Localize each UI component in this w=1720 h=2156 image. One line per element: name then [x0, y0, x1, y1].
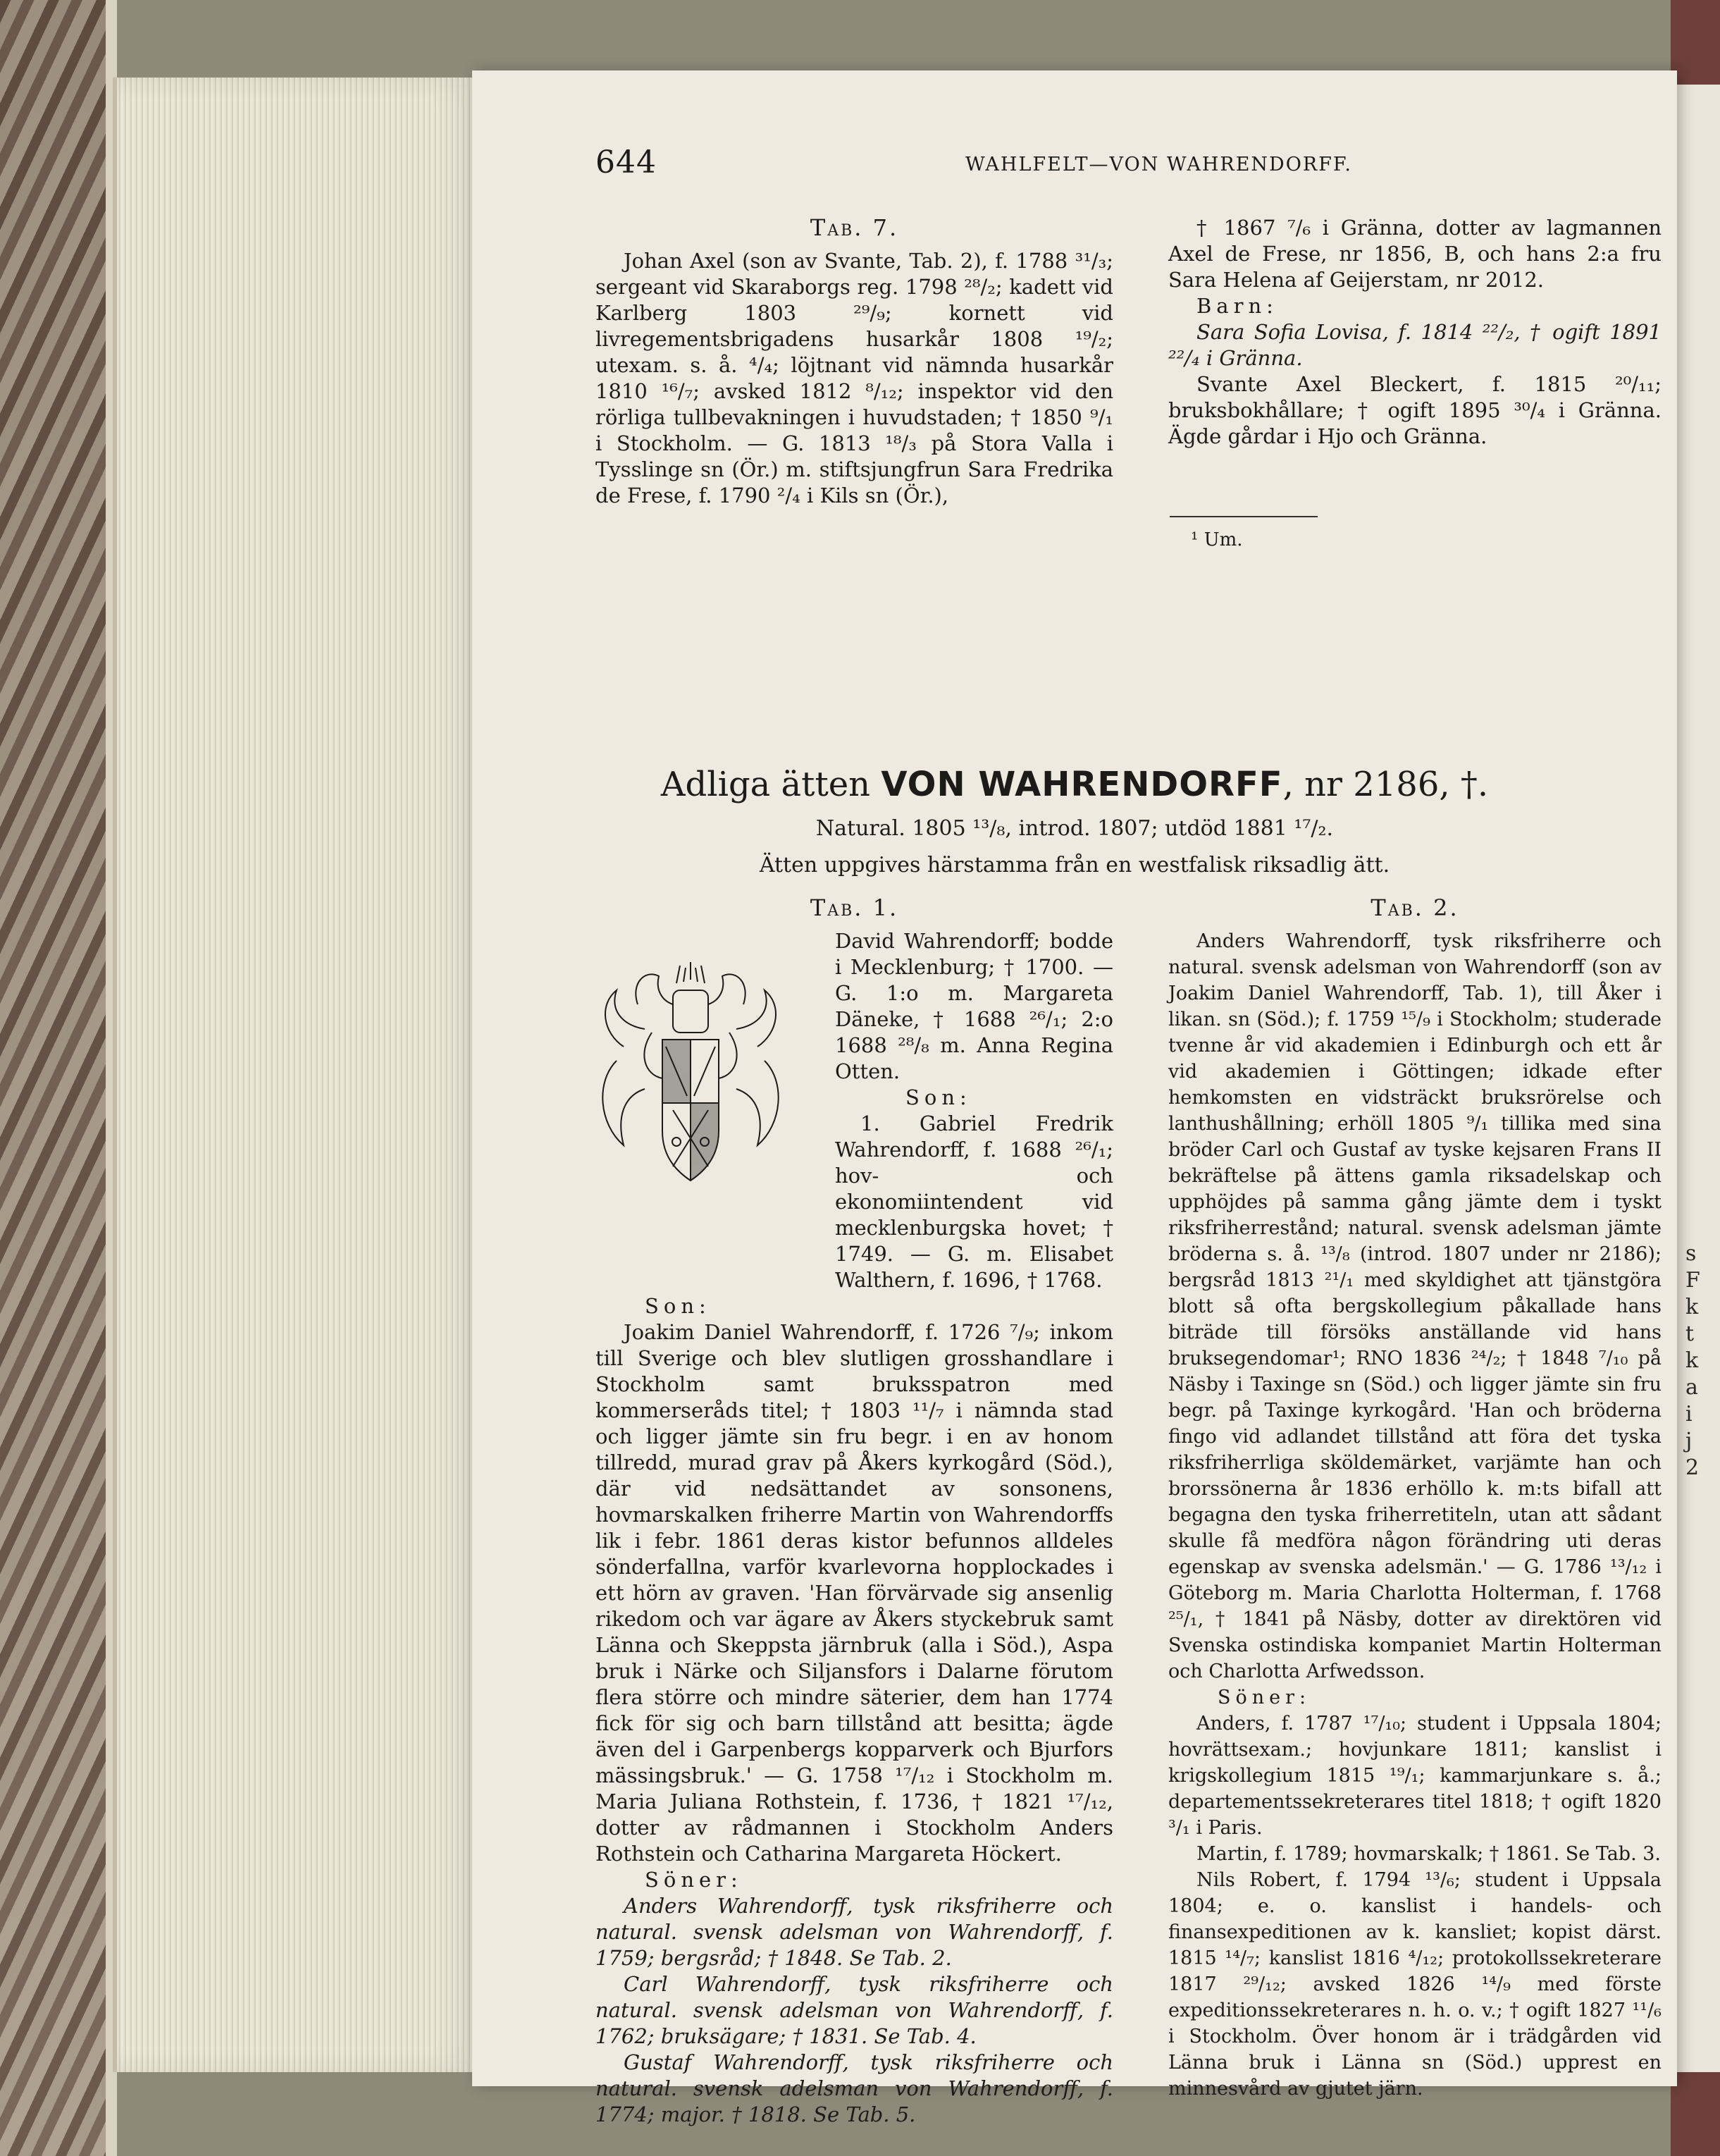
anders-son: Anders, f. 1787 ¹⁷/₁₀; student i Uppsala 1804; hovrättsexam.; hovjunkare 1811; kanslist i krigskollegium 1815 ¹⁹/₁; kammarjunkare s. å.; departementssekreterares titel 1818; † ogift 1820 ³/₁ i Paris. — [1168, 1713, 1662, 1839]
soner-label-2: Söner: — [1218, 1687, 1311, 1708]
barn-label: Barn: — [1196, 294, 1278, 318]
carl-tab1: Carl Wahrendorff, tysk riksfriherre och natural. svensk adelsman von Wahrendorff, f. 1762; bruksägare; † 1831. Se Tab. 4. — [595, 1972, 1113, 2048]
book-cover-marbled — [0, 0, 113, 2156]
tab2-heading: Tab. 2. — [1371, 894, 1459, 921]
johan-axel-entry: Johan Axel (son av Svante, Tab. 2), f. 1788 ³¹/₃; sergeant vid Skaraborgs reg. 1798 ²⁸/₂; kadett vid Karlberg 1803 ²⁹/₉; kornett vid livregementsbrigadens husarkår 1808 ¹⁹/₂; utexam. s. å. ⁴/₄; löjtnant vid nämnda husarkår 1810 ¹⁶/₇; avsked 1812 ⁸/₁₂; inspektor vid den rörliga tullbevakningen i huvudstaden; † 1850 ⁹/₁ i Stockholm. — G. 1813 ¹⁸/₃ på Stora Valla i Tysslinge sn (Ör.) m. stiftsjungfrun Sara Fredrika de Frese, f. 1790 ²/₄ i Kils sn (Ör.), — [595, 249, 1113, 507]
upper-left-column — [595, 215, 1113, 509]
family-origin: Ätten uppgives härstamma från en westfalisk riksadlig ätt. — [759, 853, 1390, 877]
tab2-column — [1168, 895, 1662, 2102]
upper-right-column — [1168, 215, 1662, 450]
anders-tab1: Anders Wahrendorff, tysk riksfriherre och natural. svensk adelsman von Wahrendorff, f. 1759; bergsråd; † 1848. Se Tab. 2. — [595, 1894, 1113, 1970]
child-svante: Svante Axel Bleckert, f. 1815 ²⁰/₁₁; bruksbokhållare; † ogift 1895 ³⁰/₄ i Gränna. Ägde gårdar i Hjo och Gränna. — [1168, 372, 1662, 448]
family-title-suffix: , nr 2186, †. — [1282, 765, 1489, 804]
soner-label-1: Söner: — [645, 1868, 743, 1892]
footnote: ¹ Um. — [1191, 529, 1243, 550]
tab7-heading: Tab. 7. — [810, 214, 899, 241]
anders-tab2: Anders Wahrendorff, tysk riksfriherre och natural. svensk adelsman von Wahrendorff (son av Joakim Daniel Wahrendorff, Tab. 1), till Åker i likan. sn (Söd.); f. 1759 ¹⁵/₉ i Stockholm; studerade tvenne år vid akademien i Edinburgh och ett år vid akademien i Göttingen; idkade efter hemkomsten en vidsträckt bruksrörelse och lanthushållning; erhöll 1805 ⁹/₁ tillika med sina bröder Carl och Gustaf av tyske kejsaren Frans II bekräftelse på ättens gamla riksadelskap och upphöjdes på samma gång jämte dem i tyskt riksfriherrestånd; natural. svensk adelsman jämte bröderna s. å. ¹³/₈ (introd. 1807 under nr 2186); bergsråd 1813 ²¹/₁ med skyldighet att tjänstgöra blott så ofta bergskollegium påkallade hans biträde till försöks anställande vid hans bruksegendomar¹; RNO 1836 ²⁴/₂; † 1848 ⁷/₁₀ på Näsby i Taxinge sn (Söd.) och ligger jämte sin fru begr. på Taxinge kyrkogård. 'Han och bröderna fingo vid adlandet tillstånd att föra det tyska riksfriherrliga sköldemärket, varjämte han och brorssönerna år 1836 erhöllo k. m:ts bifall att begagna den tyska friherretiteln, utan att sådant skulle få medföra någon förändring uti deras egenskap av svenska adelsmän.' — G. 1786 ¹³/₁₂ i Göteborg m. Maria Charlotta Holterman, f. 1768 ²⁵/₁, † 1841 på Näsby, dotter av direktören vid Svenska ostindiska kompaniet Martin Holterman och Charlotta Arfwedsson. — [1168, 930, 1662, 1682]
son-label-2: Son: — [645, 1294, 711, 1318]
martin-son: Martin, f. 1789; hovmarskalk; † 1861. Se Tab. 3. — [1196, 1843, 1662, 1865]
son-label-1: Son: — [905, 1085, 972, 1109]
family-title — [472, 765, 1677, 804]
family-title-name: VON WAHRENDORFF — [881, 765, 1283, 804]
running-title: WAHLFELT—VON WAHRENDORFF. — [965, 154, 1352, 175]
joakim-entry: Joakim Daniel Wahrendorff, f. 1726 ⁷/₉; inkom till Sverige och blev slutligen grosshandlare i Stockholm samt bruksspatron med kommerseråds titel; † 1803 ¹¹/₇ i nämnda stad och ligger jämte sin fru begr. i en av honom tillredd, murad grav på Åkers kyrkogård (Söd.), där vid nedsättandet av sonsonens, hovmarskalken friherre Martin von Wahrendorffs lik i febr. 1861 deras kistor befunnos alldeles sönderfallna, varför kvarlevorna hopplockades i ett hörn av graven. 'Han förvärvade sig ansenlig rikedom och var ägare av Åkers styckebruk samt Länna och Skeppsta järnbruk (alla i Söd.), Aspa bruk i Närke och Siljansfors i Dalarne förutom flera större och mindre säterier, dem han 1774 fick för sig och barn tillstånd att besitta; ägde även del i Garpenbergs kopparverk och Bjurfors mässingsbruk.' — G. 1758 ¹⁷/₁₂ i Stockholm m. Maria Juliana Rothstein, f. 1736, † 1821 ¹⁷/₁₂, dotter av rådmannen i Stockholm Anders Rothstein och Catharina Margareta Höckert. — [595, 1320, 1113, 1866]
gabriel-entry: 1. Gabriel Fredrik Wahrendorff, f. 1688 ²⁶/₁; hov- och ekonomiintendent vid mecklenburgska hovet; † 1749. — G. m. Elisabet Walthern, f. 1696, † 1768. — [835, 1111, 1113, 1292]
de-frese-text: † 1867 ⁷/₆ i Gränna, dotter av lagmannen Axel de Frese, nr 1856, B, och hans 2:a fru Sara Helena af Geijerstam, nr 2012. — [1168, 216, 1662, 292]
family-dates: Natural. 1805 ¹³/₈, introd. 1807; utdöd 1881 ¹⁷/₂. — [815, 816, 1334, 841]
tab1-column — [595, 895, 1113, 2128]
book-page — [472, 70, 1677, 2126]
page-stack-edge — [113, 78, 483, 2072]
next-page-edge: s F k t k a i j 2 — [1676, 85, 1720, 2072]
footnote-rule — [1170, 516, 1318, 517]
family-title-prefix: Adliga ätten — [660, 765, 871, 804]
tab1-heading: Tab. 1. — [810, 894, 899, 921]
gustaf-tab1: Gustaf Wahrendorff, tysk riksfriherre och natural. svensk adelsman von Wahrendorff, f. 1774; major. † 1818. Se Tab. 5. — [595, 2050, 1113, 2126]
nils-son: Nils Robert, f. 1794 ¹³/₆; student i Uppsala 1804; e. o. kanslist i handels- och finansexpeditionen av k. kansliet; kopist därst. 1815 ¹⁴/₇; kanslist 1816 ⁴/₁₂; protokollssekreterare 1817 ²⁹/₁₂; avsked 1826 ¹⁴/₉ med förste expeditionssekreterares n. h. o. v.; † ogift 1827 ¹¹/₆ i Stockholm. Över honom är i trädgården vid Länna bruk i Länna sn (Söd.) upprest en minnesvård av gjutet järn. — [1168, 1869, 1662, 2100]
page-number: 644 — [595, 144, 657, 180]
child-sara: Sara Sofia Lovisa, f. 1814 ²²/₂, † ogift 1891 ²²/₄ i Gränna. — [1168, 320, 1662, 370]
david-entry: David Wahrendorff; bodde i Mecklenburg; † 1700. — G. 1:o m. Margareta Däneke, † 1688 ²⁶/₁; 2:o 1688 ²⁸/₈ m. Anna Regina Otten. — [835, 929, 1113, 1083]
